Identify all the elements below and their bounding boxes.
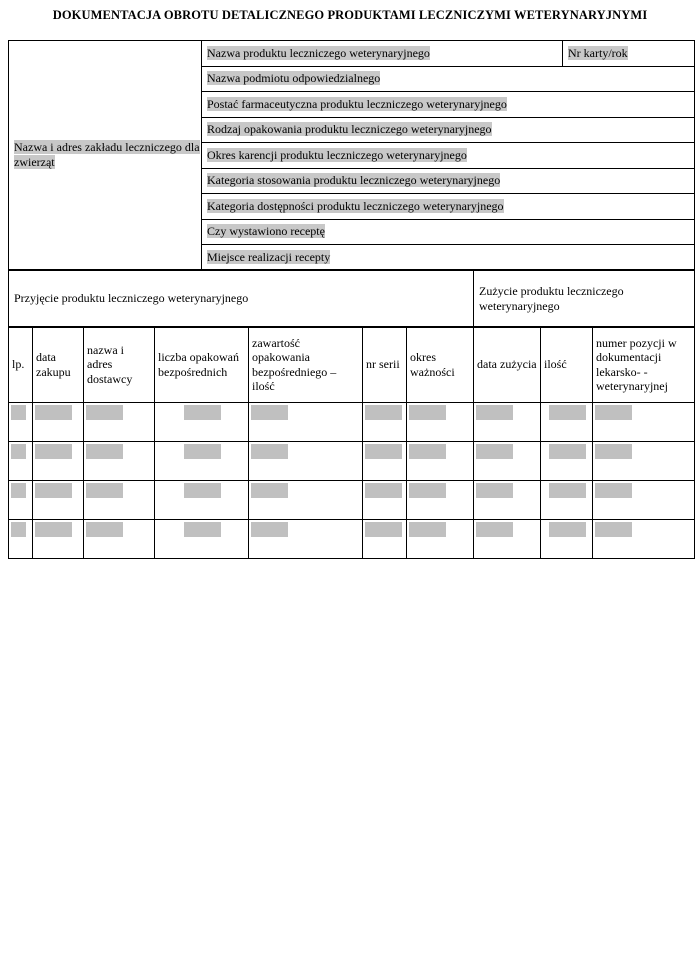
cell-lp[interactable] — [9, 403, 33, 442]
prescription-place-label: Miejsce realizacji recepty — [207, 249, 331, 264]
col-package-count: liczba opakowań bezpośrednich — [155, 327, 249, 403]
responsible-entity-label: Nazwa podmiotu odpowiedzialnego — [207, 71, 381, 86]
packaging-type-label: Rodzaj opakowania produktu leczniczego weterynaryjnego — [207, 122, 492, 137]
cell-lp[interactable] — [9, 481, 33, 520]
cell-package-count[interactable] — [155, 520, 249, 559]
usage-category-label: Kategoria stosowania produktu leczniczego weterynaryjnego — [207, 173, 501, 188]
cell-package-count[interactable] — [155, 403, 249, 442]
col-usage-date: data zużycia — [474, 327, 541, 403]
cell-record-position[interactable] — [593, 520, 695, 559]
col-package-content: zawartość opakowania bezpośredniego – ilość — [249, 327, 363, 403]
availability-category-label: Kategoria dostępności produktu leczniczego weterynaryjnego — [207, 198, 504, 213]
col-expiry: okres ważności — [407, 327, 474, 403]
cell-batch-number[interactable] — [363, 403, 407, 442]
card-number-label: Nr karty/rok — [568, 45, 628, 60]
cell-record-position[interactable] — [593, 403, 695, 442]
cell-quantity[interactable] — [541, 481, 593, 520]
usage-category-cell[interactable] — [202, 168, 695, 194]
prescription-issued-label: Czy wystawiono receptę — [207, 224, 325, 239]
cell-supplier[interactable] — [84, 520, 155, 559]
cell-purchase-date[interactable] — [33, 442, 84, 481]
cell-batch-number[interactable] — [363, 481, 407, 520]
prescription-issued-cell[interactable] — [202, 219, 695, 245]
col-lp: lp. — [9, 327, 33, 403]
table-row — [9, 481, 695, 520]
col-supplier: nazwa i adres dostawcy — [84, 327, 155, 403]
cell-quantity[interactable] — [541, 403, 593, 442]
cell-batch-number[interactable] — [363, 520, 407, 559]
card-number-cell[interactable] — [563, 41, 695, 67]
table-row — [9, 520, 695, 559]
cell-expiry[interactable] — [407, 481, 474, 520]
cell-package-content[interactable] — [249, 520, 363, 559]
cell-usage-date[interactable] — [474, 403, 541, 442]
cell-record-position[interactable] — [593, 481, 695, 520]
cell-package-content[interactable] — [249, 403, 363, 442]
cell-purchase-date[interactable] — [33, 481, 84, 520]
col-record-position: numer pozycji w dokumentacji lekarsko- -weterynaryjnej — [593, 327, 695, 403]
product-name-cell[interactable] — [202, 41, 563, 67]
cell-expiry[interactable] — [407, 403, 474, 442]
cell-purchase-date[interactable] — [33, 403, 84, 442]
cell-quantity[interactable] — [541, 520, 593, 559]
responsible-entity-cell[interactable] — [202, 66, 695, 92]
table-row — [9, 442, 695, 481]
cell-package-content[interactable] — [249, 442, 363, 481]
cell-package-content[interactable] — [249, 481, 363, 520]
withdrawal-period-cell[interactable] — [202, 143, 695, 169]
sections-table — [8, 269, 695, 328]
header-table — [8, 40, 695, 271]
prescription-place-cell[interactable] — [202, 245, 695, 271]
usage-section-header: Zużycie produktu leczniczego weterynaryjnego — [474, 270, 695, 328]
availability-category-cell[interactable] — [202, 194, 695, 220]
cell-package-count[interactable] — [155, 481, 249, 520]
cell-batch-number[interactable] — [363, 442, 407, 481]
pharmaceutical-form-cell[interactable] — [202, 92, 695, 118]
records-table — [8, 326, 695, 559]
cell-quantity[interactable] — [541, 442, 593, 481]
withdrawal-period-label: Okres karencji produktu leczniczego weterynaryjnego — [207, 147, 467, 162]
cell-usage-date[interactable] — [474, 520, 541, 559]
cell-package-count[interactable] — [155, 442, 249, 481]
intake-section-header: Przyjęcie produktu leczniczego weterynaryjnego — [9, 270, 474, 328]
cell-supplier[interactable] — [84, 442, 155, 481]
cell-expiry[interactable] — [407, 520, 474, 559]
cell-purchase-date[interactable] — [33, 520, 84, 559]
cell-usage-date[interactable] — [474, 481, 541, 520]
column-header-row — [9, 327, 695, 403]
facility-name-address-cell[interactable] — [9, 41, 202, 271]
cell-lp[interactable] — [9, 442, 33, 481]
cell-expiry[interactable] — [407, 442, 474, 481]
product-name-label: Nazwa produktu leczniczego weterynaryjnego — [207, 45, 430, 60]
facility-label: Nazwa i adres zakładu leczniczego dla zwierząt — [14, 140, 200, 170]
document-title: DOKUMENTACJA OBROTU DETALICZNEGO PRODUKTAMI LECZNICZYMI WETERYNARYJNYMI — [52, 8, 648, 22]
cell-supplier[interactable] — [84, 481, 155, 520]
col-quantity: ilość — [541, 327, 593, 403]
cell-record-position[interactable] — [593, 442, 695, 481]
cell-lp[interactable] — [9, 520, 33, 559]
cell-supplier[interactable] — [84, 403, 155, 442]
col-purchase-date: data zakupu — [33, 327, 84, 403]
packaging-type-cell[interactable] — [202, 117, 695, 143]
col-batch-number: nr serii — [363, 327, 407, 403]
cell-usage-date[interactable] — [474, 442, 541, 481]
table-row — [9, 403, 695, 442]
pharmaceutical-form-label: Postać farmaceutyczna produktu leczniczego weterynaryjnego — [207, 96, 507, 111]
